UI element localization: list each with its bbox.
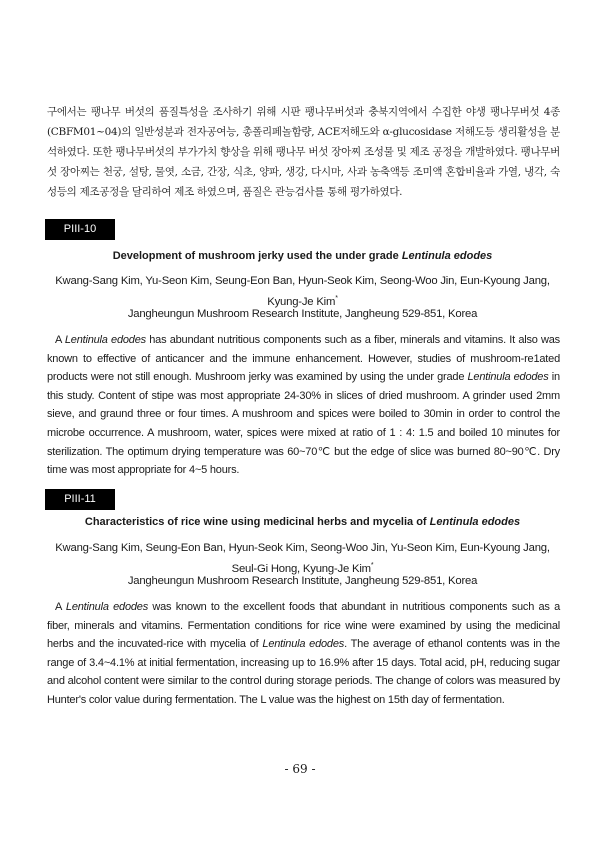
section-title: [45, 250, 560, 262]
abstract-run: A: [55, 601, 66, 613]
abstract-run: was known to the excellent foods that abundant in nutritious components such as a fiber, minerals and vitamins. Fermentation conditions for rice wine were examined by using the medicinal herbs and the incuvated-rice with mycelia of: [47, 601, 560, 651]
section-title: [45, 516, 560, 528]
abstract-text: [47, 331, 560, 480]
authors-text: Kwang-Sang Kim, Yu-Seon Kim, Seung-Eon Ban, Hyun-Seok Kim, Seong-Woo Jin, Eun-Kyoung Jang, Kyung-Je Kim: [55, 275, 550, 308]
title-text: Characteristics of rice wine using medicinal herbs and mycelia of: [84, 516, 430, 528]
species-name: Lentinula edodes: [262, 638, 345, 651]
abstract-run: A: [55, 334, 65, 346]
corresponding-mark: *: [335, 295, 338, 302]
section-badge: PIII-11: [45, 489, 115, 510]
species-name: Lentinula edodes: [65, 601, 149, 613]
affiliation: Jangheungun Mushroom Research Institute, Jangheung 529-851, Korea: [127, 308, 478, 320]
abstract-run: has abundant nutritious components such as a fiber, minerals and vitamins. It also was known to effective of anticancer and the immune enhancement. However, studies of mushroom-re1ated products were not still enough. Mushroom jerky was examined by using the under grade: [47, 334, 560, 384]
abstract-run: in this study. Content of stipe was most appropriate 24-30% in slices of dried mushroom. A grinder used 2mm sieve, and graund three or four times. A mushroom and spices were boiled to 30min in order to control the microbe occurrence. A mushroom, water, spices were mixed at ratio of 1 : 4: 1.5 and boiled 10 minutes for sterilization. The optimum drying temperature was 60~70℃ but the edge of slice was burned 80~90℃. Dry time was most appropriate for 4~5 hours.: [47, 371, 560, 477]
title-species: Lentinula edodes: [429, 516, 521, 528]
abstract-text: [47, 598, 560, 710]
affiliation: Jangheungun Mushroom Research Institute, Jangheung 529-851, Korea: [127, 575, 478, 587]
species-name: Lentinula edodes: [64, 334, 146, 346]
korean-paragraph: 구에서는 팽나무 버섯의 품질특성을 조사하기 위해 시판 팽나무버섯과 충북지역에서 수집한 야생 팽나무버섯 4종(CBFM01~04)의 일반성분과 전자공여능, 총폴리페놀함량, ACE저해도와 α-glucosidase 저해도등 생리활성을 분석하였다. 또한 팽나무버섯의 부가가치 향상을 위해 팽나무 버섯 장아찌 조성물 및 제조 공정을 개발하였다. 팽나무버섯 장아찌는 천궁, 설탕, 물엿, 소금, 간장, 식초, 양파, 생강, 다시마, 사과 농축액등 조미액 혼합비율과 가열, 냉각, 숙성등의 제조공정을 달리하여 제조 하였으며, 품질은 관능검사를 통해 평가하였다.: [47, 106, 560, 198]
authors-text: Kwang-Sang Kim, Seung-Eon Ban, Hyun-Seok Kim, Seong-Woo Jin, Yu-Seon Kim, Eun-Kyoung Jang, Seul-Gi Hong, Kyung-Je Kim: [55, 542, 550, 575]
section-badge: PIII-10: [45, 219, 115, 240]
title-species: Lentinula edodes: [401, 250, 493, 262]
species-name: Lentinula edodes: [467, 371, 549, 384]
page-number: - 69 -: [284, 762, 316, 776]
corresponding-mark: *: [370, 562, 374, 569]
abstract-run: . The average of ethanol contents was in the range of 3.4~4.1% at initial fermentation, increasing up to 16.9% after 15 days. Total acid, pH, reducing sugar and alcohol content were similar to the control during storage periods. The change of colors was measured by Hunter's color value during fermentation. The L value was the highest on 15th day of fermentation.: [47, 638, 560, 706]
title-text: Development of mushroom jerky used the under grade: [112, 250, 402, 262]
